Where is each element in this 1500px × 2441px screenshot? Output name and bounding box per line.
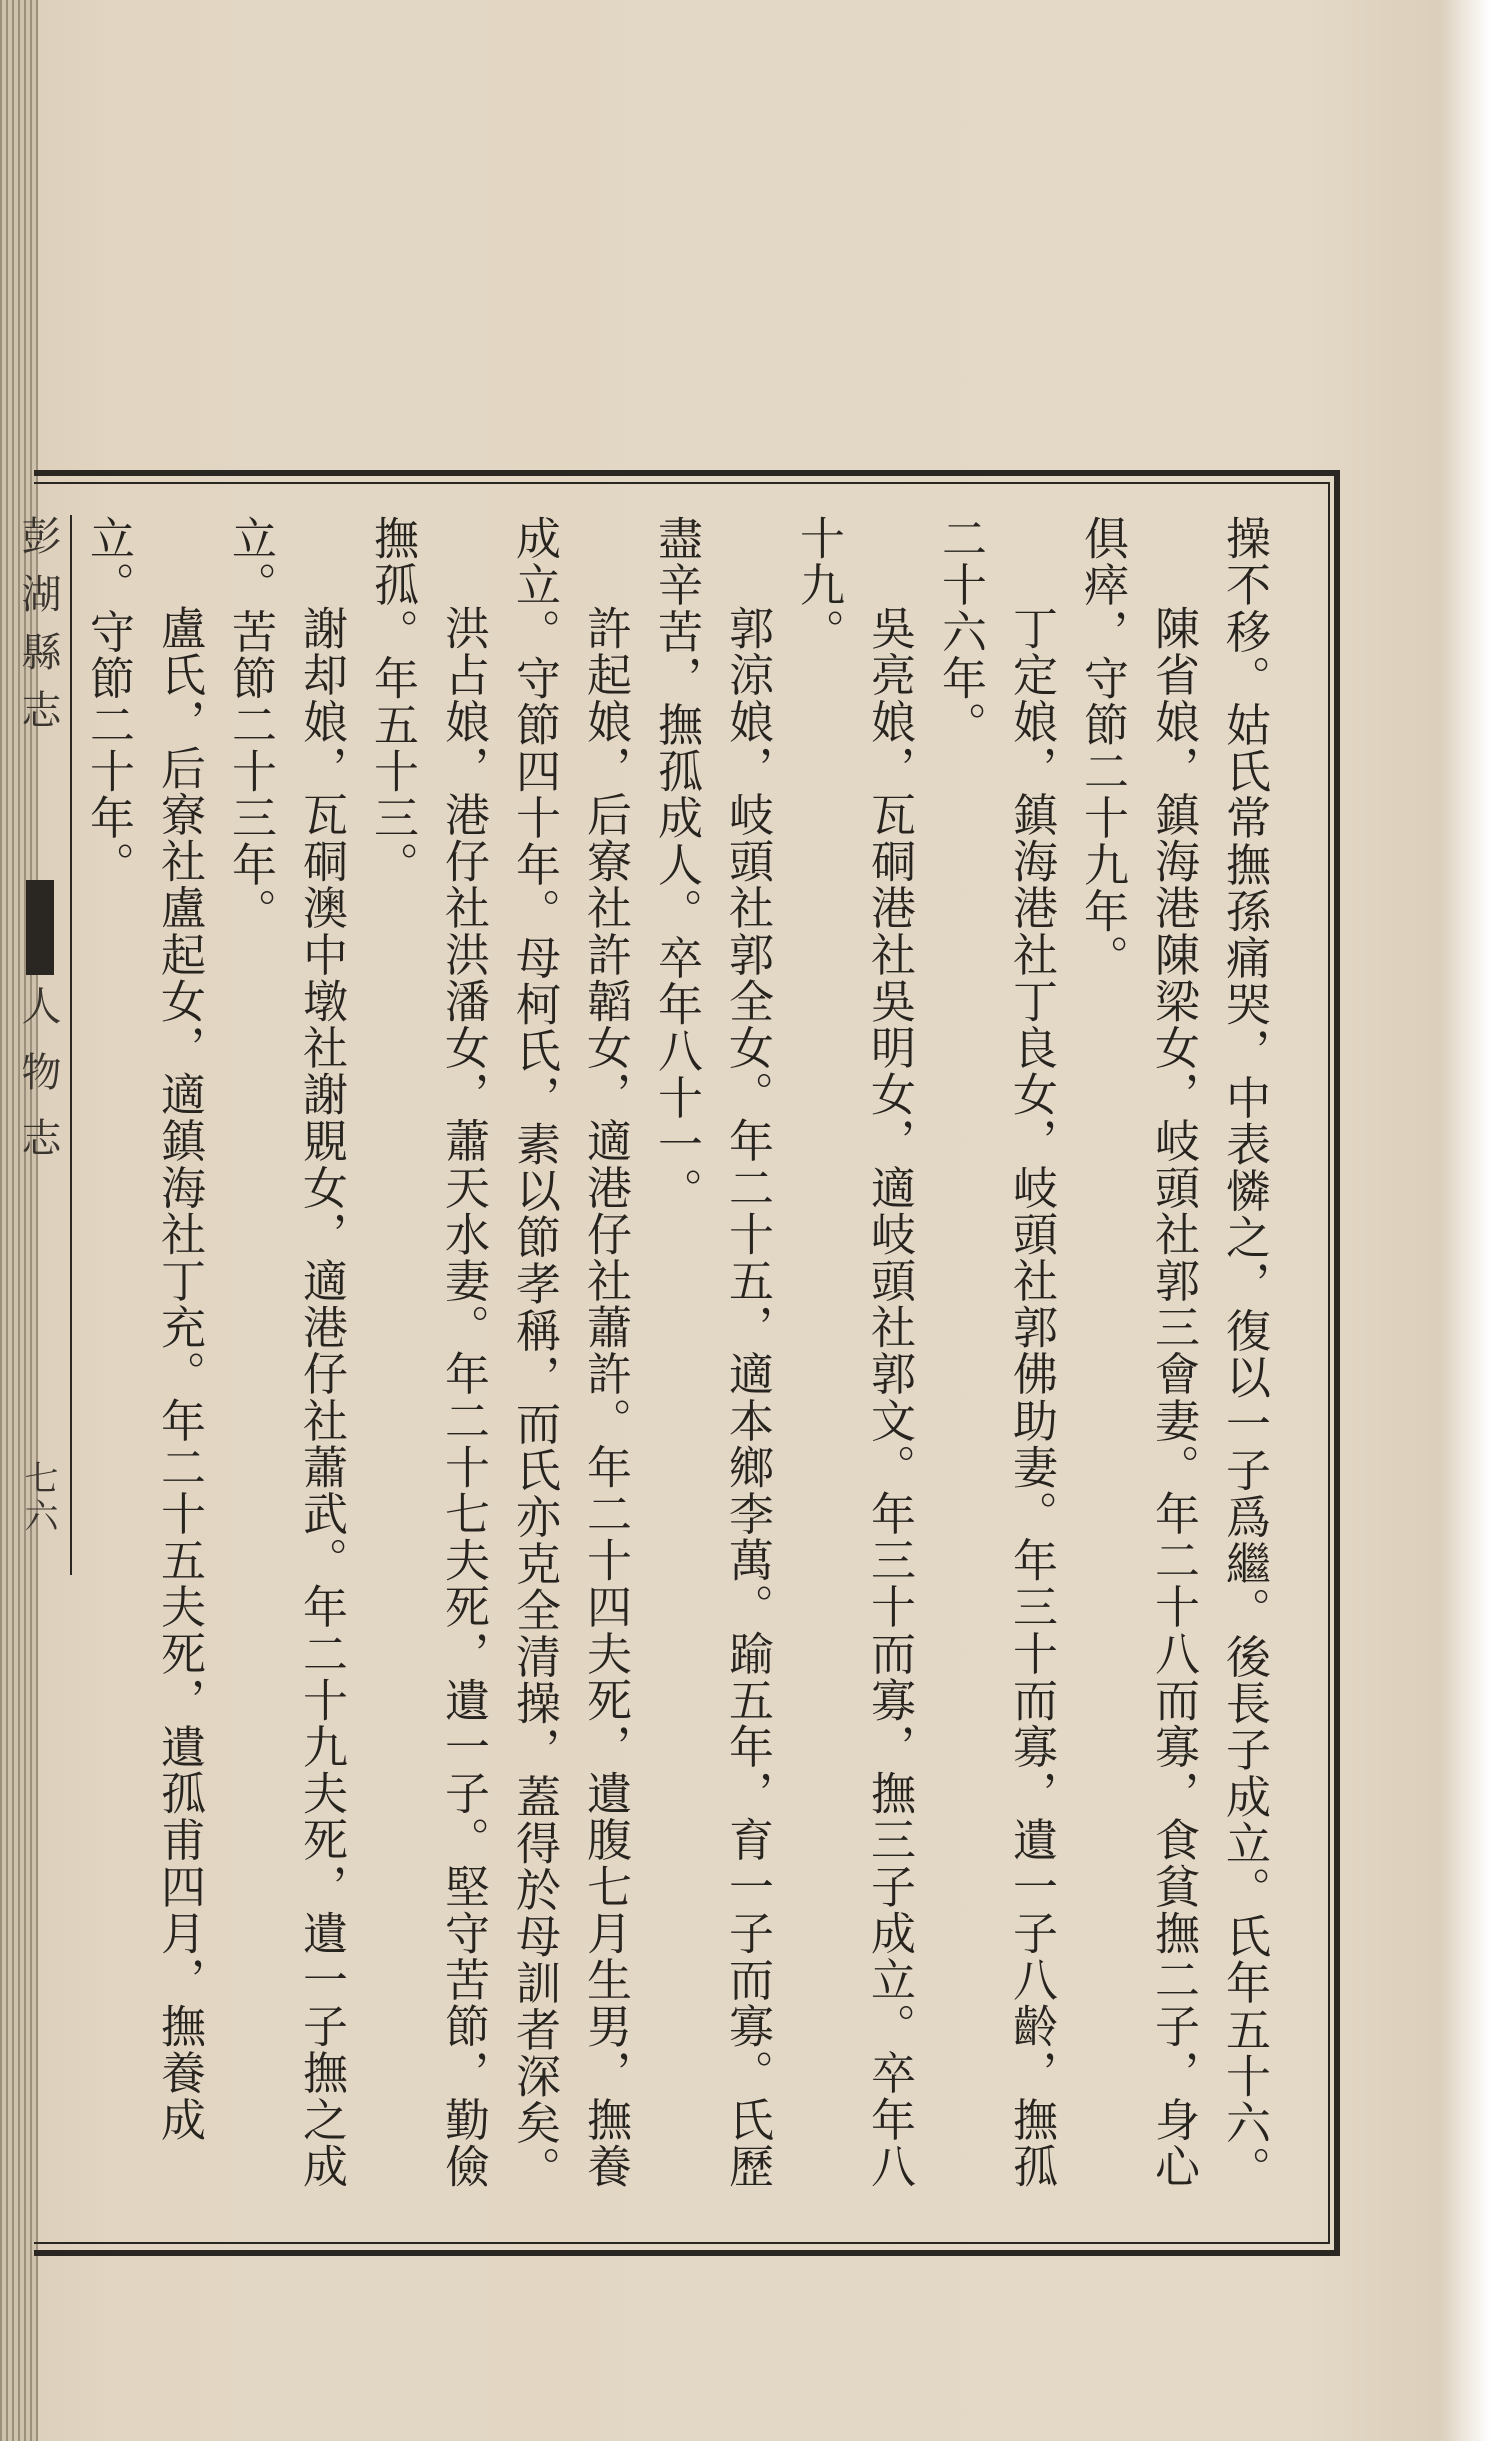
book-title: 彭湖縣志 [15, 515, 61, 747]
fishtail-mark [26, 880, 54, 975]
paragraph-6: 許起娘，后寮社許韜女，適港仔社蕭許。年二十四夫死，遺腹七月生男，撫養成立。守節四十年。母柯氏，素以節孝稱，而氏亦克全清操，蓋得於母訓者深矣。 [508, 515, 632, 2193]
paragraph-5: 郭涼娘，岐頭社郭全女。年二十五，適本鄉李萬。踰五年，育一子而寡。氏歷盡辛苦，撫孤成人。卒年八十一。 [650, 515, 774, 2190]
paragraph-2: 陳省娘，鎮海港陳梁女，岐頭社郭三會妻。年二十八而寡，食貧撫二子，身心俱瘁，守節二十九年。 [1076, 515, 1200, 2190]
paragraph-8: 謝却娘，瓦硐澳中墩社謝覞女，適港仔社蕭武。年二十九夫死，遺一子撫之成立。苦節二十三年。 [224, 515, 348, 2190]
paragraph-9: 盧氏，后寮社盧起女，適鎮海社丁充。年二十五夫死，遺孤甫四月，撫養成立。守節二十年。 [82, 515, 206, 2143]
paragraph-7: 洪占娘，港仔社洪潘女，蕭天水妻。年二十七夫死，遺一子。堅守苦節，勤儉撫孤。年五十三。 [366, 515, 490, 2190]
paragraph-3: 丁定娘，鎮海港社丁良女，岐頭社郭佛助妻。年三十而寡，遺一子八齡，撫孤二十六年。 [934, 515, 1058, 2190]
page-number: 七六 [18, 1460, 58, 1536]
main-text [82, 515, 1280, 2215]
section-title: 人物志 [15, 985, 61, 1183]
paragraph-1: 操不移。姑氏常撫孫痛哭，中表憐之，復以一子爲繼。後長子成立。氏年五十六。 [1218, 515, 1271, 2193]
paragraph-4: 吳亮娘，瓦硐港社吳明女，適岐頭社郭文。年三十而寡，撫三子成立。卒年八十九。 [792, 515, 916, 2190]
